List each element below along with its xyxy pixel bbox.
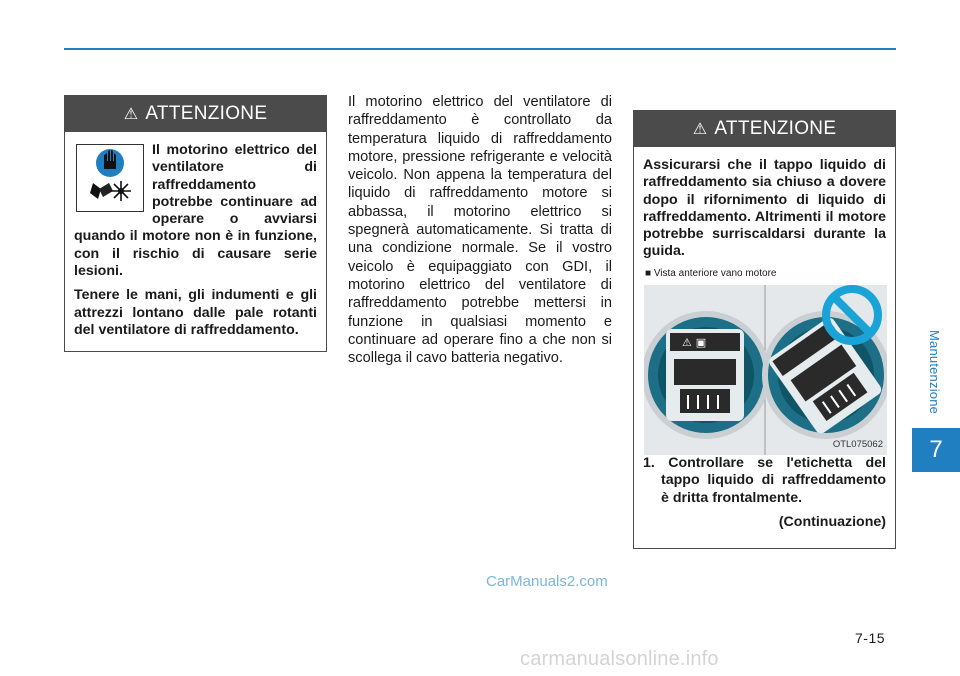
figure-caption: ■ Vista anteriore vano motore [645,267,777,279]
warning-intro-text: Il motorino elettrico del ventilatore di raffreddamento potrebbe continuare ad operare o avviarsi quando il motore non è in funzione, con il rischio di causare serie lesioni. [74,142,317,280]
coolant-cap-photo [644,285,887,455]
footer-watermark: carmanualsonline.info [520,648,719,670]
fan-hazard-pictogram [76,144,144,212]
chapter-tab: 7 [912,428,960,472]
warning-heading: ATTENZIONE [145,103,268,124]
page-number: 7-15 [855,630,886,646]
coolant-cap-warning-text: Assicurarsi che il tappo liquido di raffreddamento sia chiuso a dovere dopo il rifornimento di liquido di raffreddamento. Altrimenti il motore potrebbe surriscaldarsi durante la guida. [643,157,886,260]
warning-triangle-icon: ⚠ [692,121,708,138]
figure-code: OTL075062 [832,438,883,450]
warning-advice-text: Tenere le mani, gli indumenti e gli attrezzi lontano dalle pale rotanti del ventilatore di raffreddamento. [74,287,317,338]
continuation-label: (Continuazione) [778,513,886,530]
warning-heading: ATTENZIONE [714,118,837,139]
warning-header [65,96,326,132]
watermark-link[interactable]: CarManuals2.com [486,573,608,590]
section-label: Manutenzione [927,330,942,415]
warning-box-coolant-cap [633,110,896,549]
step-1-text: 1. Controllare se l'etichetta del tappo liquido di raffreddamento è dritta frontalmente. [643,455,886,506]
top-rule [64,48,896,50]
warning-triangle-icon: ⚠ [123,106,139,123]
cooling-fan-description: Il motorino elettrico del ventilatore di raffreddamento è controllato da temperatura liquido di raffreddamento motore, pressione refrigerante e velocità veicolo. Non appena la temperatura del liquido di raffreddamento motore si abbassa, il motorino elettrico si spegnerà automaticamente. Si tratta di una condizione normale. Se il vostro veicolo è equipaggiato con GDI, il motorino elettrico del ventilatore di raffreddamento potrebbe mettersi in funzione in qualsiasi momento e continuare ad operare fino a che non si scollega il cavo batteria negativo. [348,94,612,367]
svg-text:⚠ ▣: ⚠ ▣ [682,336,707,350]
warning-header [634,111,895,147]
coolant-cap-illustration [644,285,887,455]
warning-box-fan [64,95,327,352]
hand-stop-icon [77,145,143,211]
